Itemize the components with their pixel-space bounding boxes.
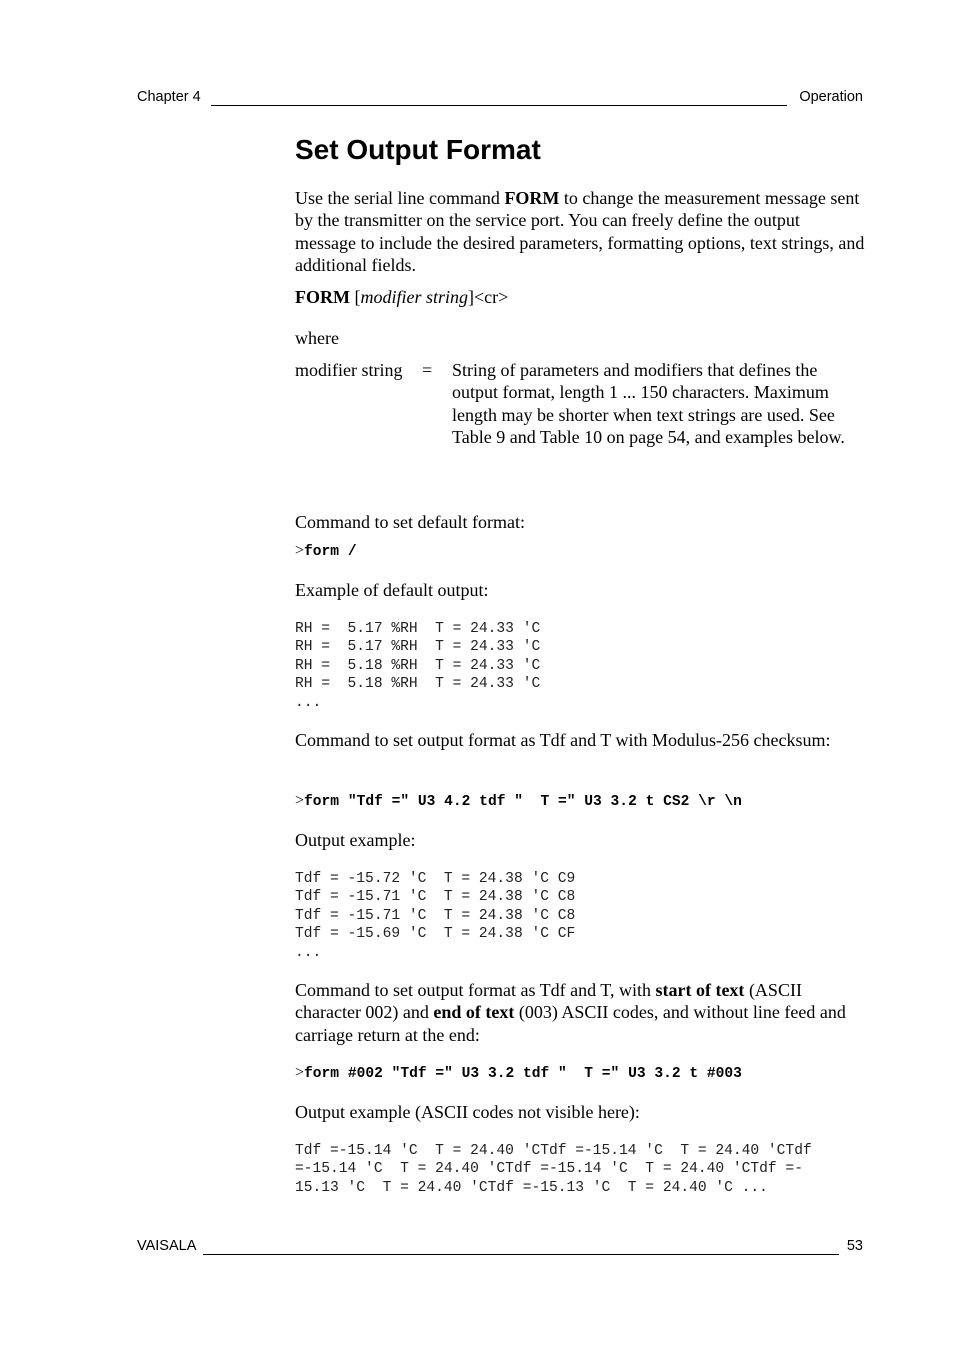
command-text: form / <box>304 544 357 560</box>
chapter-label: Chapter 4 <box>137 89 201 105</box>
ascii-intro-a: Command to set output format as Tdf and T, with <box>295 980 656 1000</box>
command-text: form "Tdf =" U3 4.2 tdf " T =" U3 3.2 t CS2 \r \n <box>304 794 742 810</box>
default-format-command <box>295 542 357 561</box>
syntax-close: ]<cr> <box>468 287 509 307</box>
definition-equals: = <box>422 360 433 380</box>
intro-text-pre: Use the serial line command <box>295 188 505 208</box>
intro-command: FORM <box>504 188 560 208</box>
command-text: form #002 "Tdf =" U3 3.2 tdf " T =" U3 3.2 t #003 <box>304 1066 742 1082</box>
default-output-block: RH = 5.17 %RH T = 24.33 'C RH = 5.17 %RH T = 24.33 'C RH = 5.18 %RH T = 24.33 'C RH = 5.18 %RH T = 24.33 'C ... <box>295 621 541 711</box>
page-header <box>137 89 863 111</box>
page-title: Set Output Format <box>295 134 541 165</box>
checksum-output-block: Tdf = -15.72 'C T = 24.38 'C C9 Tdf = -15.71 'C T = 24.38 'C C8 Tdf = -15.71 'C T = 24.38 'C C8 Tdf = -15.69 'C T = 24.38 'C CF ... <box>295 871 576 961</box>
definition-term: modifier string <box>295 360 403 380</box>
ascii-output-block: Tdf =-15.14 'C T = 24.40 'CTdf =-15.14 'C T = 24.40 'CTdf =-15.14 'C T = 24.40 'CTdf =-15.14 'C T = 24.40 'CTdf =- 15.13 'C T = 24.40 'CTdf =-15.13 'C T = 24.40 'C ... <box>295 1143 812 1196</box>
page-number: 53 <box>846 1238 863 1254</box>
checksum-format-intro: Command to set output format as Tdf and T with Modulus-256 checksum: <box>295 730 831 750</box>
company-name: VAISALA <box>137 1238 197 1254</box>
default-output-label: Example of default output: <box>295 580 489 600</box>
ascii-intro-end-of-text: end of text <box>433 1002 515 1023</box>
header-rule <box>211 105 787 106</box>
default-format-intro: Command to set default format: <box>295 512 525 532</box>
ascii-format-command <box>295 1064 742 1083</box>
ascii-intro-c: (ASCII character 002) and <box>295 980 802 1023</box>
ascii-format-intro <box>295 979 865 1046</box>
syntax-open: [ <box>349 287 361 307</box>
command-prompt: > <box>295 542 305 559</box>
intro-text-post: to change the measurement message sent by the transmitter on the service port. You can freely define the output message to include the desired parameters, formatting options, text strings, and additional fields. <box>295 188 865 275</box>
ascii-intro-e: (003) ASCII codes, and without line feed and carriage return at the end: <box>295 1002 846 1045</box>
command-syntax <box>295 286 865 308</box>
definition-description: String of parameters and modifiers that defines the output format, length 1 ... 150 characters. Maximum length may be shorter when text strings are used. See Table 9 and Table 10 on page 54, and examples below. <box>452 360 845 447</box>
command-prompt: > <box>295 1064 305 1081</box>
checksum-format-command <box>295 792 742 811</box>
syntax-param: modifier string <box>360 287 468 307</box>
checksum-output-label: Output example: <box>295 830 416 850</box>
ascii-intro-start-of-text: start of text <box>655 980 745 1000</box>
command-prompt: > <box>295 792 305 809</box>
syntax-command: FORM <box>295 287 350 307</box>
footer-rule <box>203 1254 839 1255</box>
ascii-output-label: Output example (ASCII codes not visible here): <box>295 1102 640 1122</box>
page-footer <box>137 1238 863 1260</box>
intro-paragraph <box>295 187 865 276</box>
section-label: Operation <box>799 89 863 105</box>
where-label: where <box>295 328 339 348</box>
